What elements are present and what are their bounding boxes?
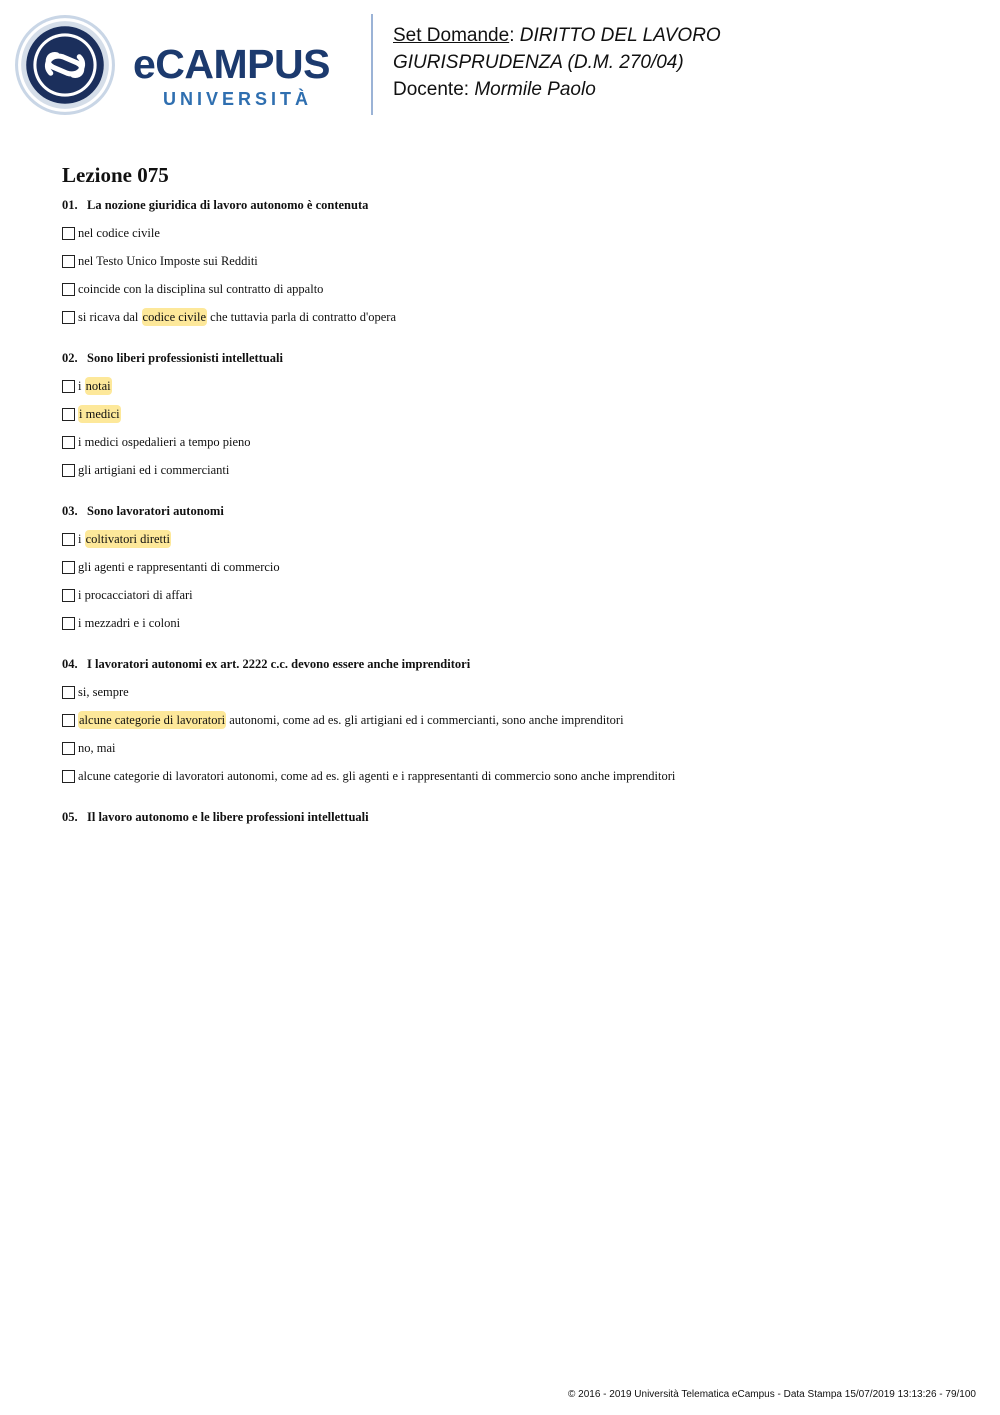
- answer-option[interactable]: [62, 219, 962, 247]
- answer-checkbox[interactable]: [62, 617, 75, 630]
- ecampus-seal-logo: [14, 14, 116, 116]
- answer-text-part: alcune categorie di lavoratori autonomi, come ad es. gli agenti e i rappresentanti di commercio sono anche imprenditori: [78, 768, 676, 783]
- question-text: [62, 196, 962, 214]
- question-3: [62, 502, 962, 637]
- docente-value: Mormile Paolo: [474, 79, 596, 100]
- answer-option[interactable]: [62, 706, 962, 734]
- answer-text-part: i procacciatori di affari: [78, 587, 193, 602]
- answer-text-part: i: [78, 531, 85, 546]
- answer-text: [78, 463, 229, 478]
- answer-option[interactable]: [62, 609, 962, 637]
- answer-text: [78, 379, 112, 394]
- answer-text-part: no, mai: [78, 740, 116, 755]
- question-text: [62, 349, 962, 367]
- page-header: [0, 0, 1000, 130]
- answer-option[interactable]: [62, 525, 962, 553]
- question-list: [62, 196, 962, 844]
- answer-option[interactable]: [62, 428, 962, 456]
- answer-text-part: si, sempre: [78, 684, 129, 699]
- question-number: 04.: [62, 657, 78, 671]
- highlighted-text: coltivatori diretti: [85, 531, 170, 546]
- question-2: [62, 349, 962, 484]
- answer-text: [78, 282, 323, 297]
- set-line-1: [393, 22, 721, 49]
- answer-text: [78, 435, 251, 450]
- header-divider: [371, 14, 373, 115]
- answer-option[interactable]: [62, 553, 962, 581]
- answer-checkbox[interactable]: [62, 380, 75, 393]
- answer-option[interactable]: [62, 734, 962, 762]
- answer-checkbox[interactable]: [62, 464, 75, 477]
- set-label: Set Domande: [393, 25, 510, 46]
- brand-wordmark: [133, 42, 363, 112]
- answer-option[interactable]: [62, 247, 962, 275]
- answer-option[interactable]: [62, 400, 962, 428]
- answer-text-part: nel codice civile: [78, 225, 160, 240]
- set-separator: :: [509, 25, 520, 46]
- answer-text-part: i: [78, 378, 85, 393]
- question-number: 01.: [62, 198, 78, 212]
- answer-checkbox[interactable]: [62, 283, 75, 296]
- answer-checkbox[interactable]: [62, 227, 75, 240]
- answer-text: [78, 588, 193, 603]
- lesson-title: Lezione 075: [62, 163, 169, 187]
- question-label: I lavoratori autonomi ex art. 2222 c.c. devono essere anche imprenditori: [87, 657, 471, 671]
- answer-text: [78, 769, 675, 784]
- page-footer: © 2016 - 2019 Università Telematica eCampus - Data Stampa 15/07/2019 13:13:26 - 79/100: [568, 1389, 976, 1400]
- answer-text: [78, 560, 280, 575]
- answer-checkbox[interactable]: [62, 533, 75, 546]
- set-value-line2: GIURISPRUDENZA (D.M. 270/04): [393, 52, 684, 73]
- brand-subtitle: UNIVERSITÀ: [163, 89, 313, 109]
- answer-text: [78, 407, 121, 422]
- answer-text-part: nel Testo Unico Imposte sui Redditi: [78, 253, 258, 268]
- answer-text-part: i mezzadri e i coloni: [78, 615, 181, 630]
- answer-option[interactable]: [62, 762, 962, 790]
- question-4: [62, 655, 962, 790]
- answer-checkbox[interactable]: [62, 311, 75, 324]
- docente-label: Docente:: [393, 79, 475, 100]
- answer-option[interactable]: [62, 678, 962, 706]
- set-value-line1: DIRITTO DEL LAVORO: [519, 25, 721, 46]
- answer-checkbox[interactable]: [62, 589, 75, 602]
- set-line-2: [393, 49, 721, 76]
- question-number: 02.: [62, 351, 78, 365]
- answer-text: [78, 310, 396, 325]
- highlighted-text: codice civile: [142, 309, 207, 324]
- highlighted-text: alcune categorie di lavoratori: [79, 712, 226, 727]
- answer-text: [78, 254, 258, 269]
- answer-text: [78, 532, 171, 547]
- answer-option[interactable]: [62, 581, 962, 609]
- answer-text-part: gli artigiani ed i commercianti: [78, 462, 230, 477]
- answer-option[interactable]: [62, 372, 962, 400]
- question-text: [62, 502, 962, 520]
- answer-text-part: si ricava dal: [78, 309, 142, 324]
- highlighted-text: i medici: [79, 406, 120, 421]
- answer-text-part: i medici ospedalieri a tempo pieno: [78, 434, 251, 449]
- answer-checkbox[interactable]: [62, 686, 75, 699]
- question-label: Sono liberi professionisti intellettuali: [87, 351, 283, 365]
- question-label: Il lavoro autonomo e le libere professioni intellettuali: [87, 810, 369, 824]
- set-info: [393, 22, 721, 103]
- question-number: 05.: [62, 810, 78, 824]
- question-number: 03.: [62, 504, 78, 518]
- question-1: [62, 196, 962, 331]
- question-label: Sono lavoratori autonomi: [87, 504, 224, 518]
- answer-checkbox[interactable]: [62, 770, 75, 783]
- answer-text: [78, 713, 624, 728]
- question-label: La nozione giuridica di lavoro autonomo è contenuta: [87, 198, 369, 212]
- answer-checkbox[interactable]: [62, 714, 75, 727]
- answer-checkbox[interactable]: [62, 742, 75, 755]
- answer-text-part: gli agenti e rappresentanti di commercio: [78, 559, 280, 574]
- answer-text-part: che tuttavia parla di contratto d'opera: [207, 309, 397, 324]
- answer-text: [78, 685, 129, 700]
- answer-option[interactable]: [62, 303, 962, 331]
- answer-text-part: coincide con la disciplina sul contratto di appalto: [78, 281, 324, 296]
- answer-checkbox[interactable]: [62, 436, 75, 449]
- answer-text: [78, 616, 180, 631]
- answer-option[interactable]: [62, 456, 962, 484]
- answer-text: [78, 226, 160, 241]
- brand-name: eCAMPUS: [133, 41, 330, 87]
- answer-checkbox[interactable]: [62, 408, 75, 421]
- question-text: [62, 808, 962, 826]
- docente-line: [393, 76, 721, 103]
- answer-text: [78, 741, 116, 756]
- answer-option[interactable]: [62, 275, 962, 303]
- highlighted-text: notai: [85, 378, 111, 393]
- question-text: [62, 655, 962, 673]
- question-5: [62, 808, 962, 826]
- answer-text-part: autonomi, come ad es. gli artigiani ed i commercianti, sono anche imprenditori: [226, 712, 624, 727]
- answer-checkbox[interactable]: [62, 561, 75, 574]
- answer-checkbox[interactable]: [62, 255, 75, 268]
